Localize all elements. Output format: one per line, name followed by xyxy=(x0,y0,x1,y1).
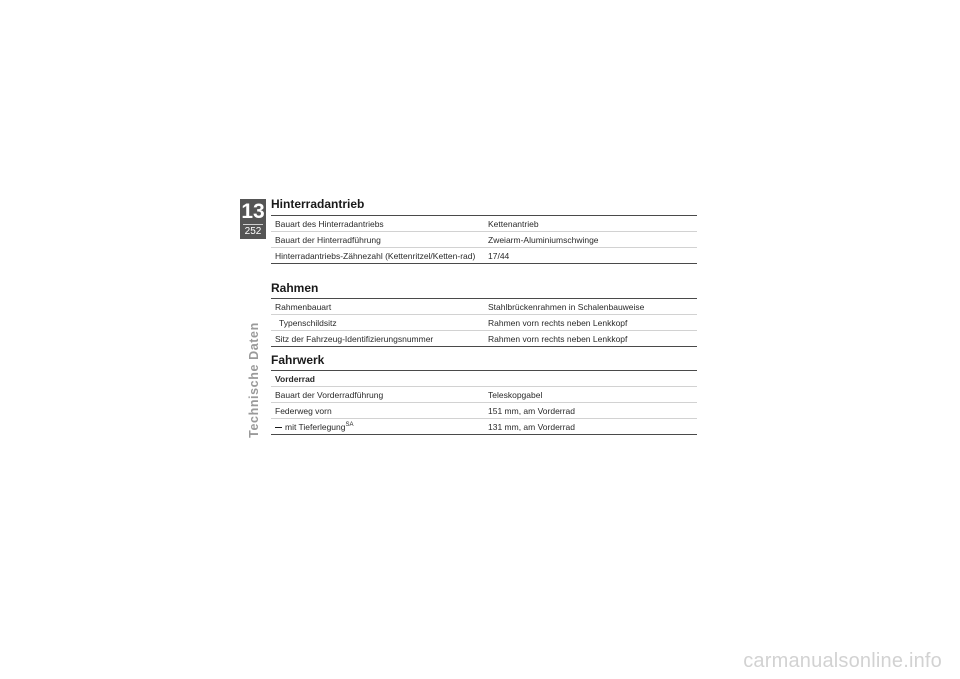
row-value: Teleskopgabel xyxy=(488,390,543,400)
row-value: Rahmen vorn rechts neben Lenkkopf xyxy=(488,318,628,328)
table-row xyxy=(271,402,697,418)
row-label: Bauart der Vorderradführung xyxy=(275,390,384,400)
table-row xyxy=(271,247,697,263)
table-rahmen xyxy=(271,298,697,347)
row-label: Federweg vorn xyxy=(275,406,332,416)
section-heading-fahrwerk: Fahrwerk xyxy=(271,353,325,367)
sa-superscript: SA xyxy=(345,422,354,428)
row-value: Rahmen vorn rechts neben Lenkkopf xyxy=(488,334,628,344)
table-row xyxy=(271,386,697,402)
row-value: Kettenantrieb xyxy=(488,219,539,229)
subheading-vorderrad: Vorderrad xyxy=(275,374,315,384)
table-fahrwerk xyxy=(271,370,697,435)
row-value: Zweiarm-Aluminiumschwinge xyxy=(488,235,599,245)
table-row xyxy=(271,314,697,330)
row-label: Sitz der Fahrzeug-Identifizierungsnummer xyxy=(275,334,434,344)
row-value: 151 mm, am Vorderrad xyxy=(488,406,575,416)
page-number: 252 xyxy=(244,226,262,237)
dash-icon xyxy=(275,427,282,428)
table-row xyxy=(271,216,697,231)
chapter-tab xyxy=(240,199,266,239)
table-row xyxy=(271,231,697,247)
table-subheader-row xyxy=(271,371,697,386)
chapter-number: 13 xyxy=(241,200,265,223)
watermark: carmanualsonline.info xyxy=(743,650,942,672)
row-label-text: mit Tieferlegung xyxy=(285,422,346,432)
chapter-title: Technische Daten xyxy=(247,322,261,438)
table-hinterradantrieb xyxy=(271,215,697,264)
row-value: Stahlbrückenrahmen in Schalenbauweise xyxy=(488,302,645,312)
row-label: Rahmenbauart xyxy=(275,302,332,312)
row-value: 131 mm, am Vorderrad xyxy=(488,422,575,432)
row-value: 17/44 xyxy=(488,251,510,261)
chapter-divider xyxy=(243,224,263,225)
row-label xyxy=(271,419,484,434)
table-row xyxy=(271,418,697,434)
section-heading-hinterradantrieb: Hinterradantrieb xyxy=(271,197,365,211)
row-label: Bauart des Hinterradantriebs xyxy=(275,219,384,229)
row-label: Hinterradantriebs-Zähnezahl (Kettenritzel/Ketten-rad) xyxy=(275,251,476,261)
table-row xyxy=(271,299,697,314)
table-row xyxy=(271,330,697,346)
row-label: Typenschildsitz xyxy=(279,318,337,328)
section-heading-rahmen: Rahmen xyxy=(271,281,319,295)
row-label: Bauart der Hinterradführung xyxy=(275,235,381,245)
